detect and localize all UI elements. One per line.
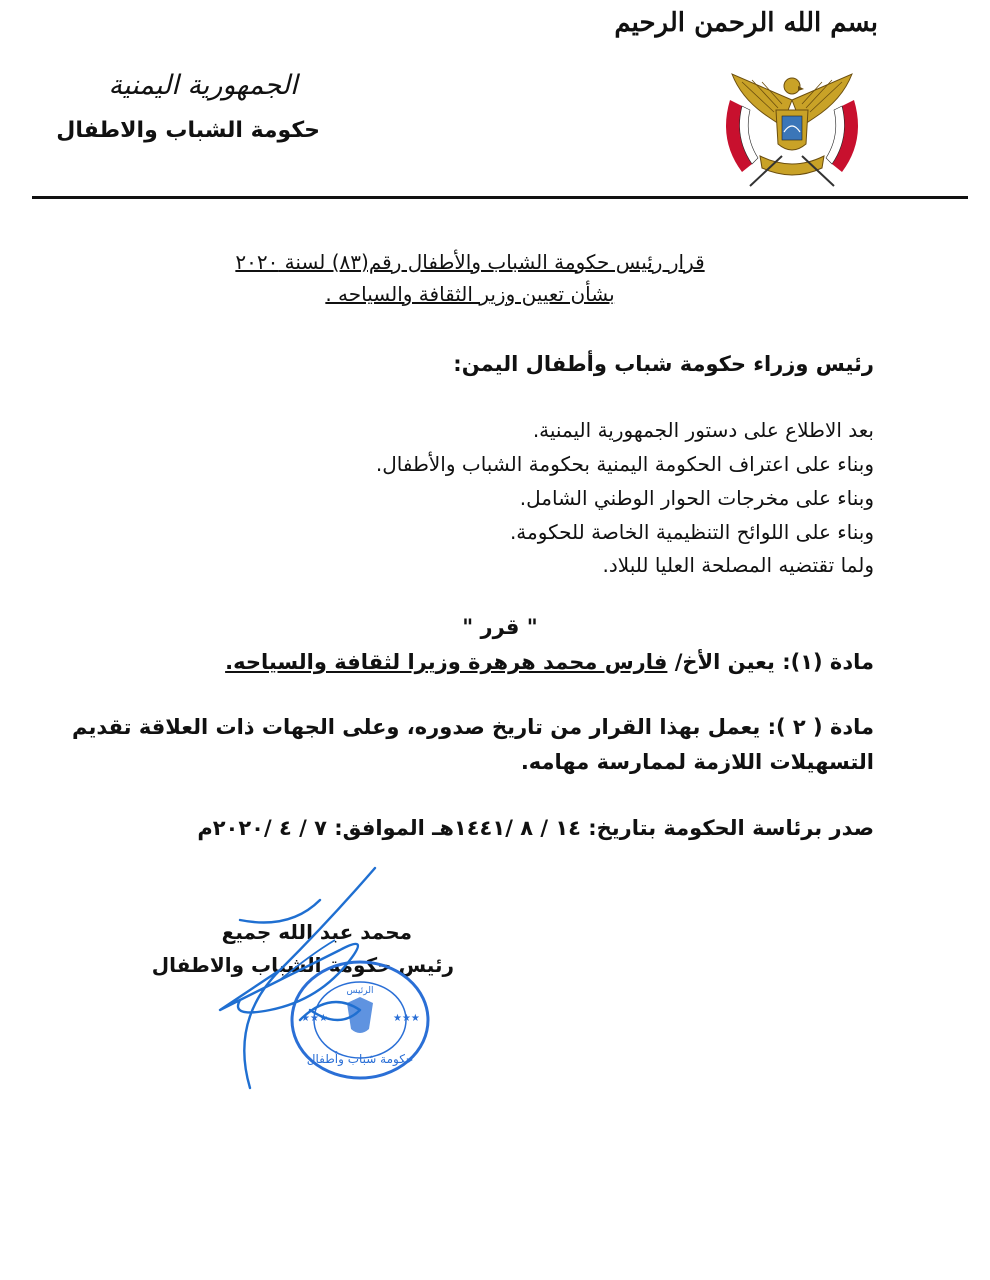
decree-title: قرار رئيس حكومة الشباب والأطفال رقم(٨٣) لسنة ٢٠٢٠ — [235, 250, 705, 274]
article-2-line: مادة ( ٢ ): يعمل بهذا القرار من تاريخ صدوره، وعلى الجهات ذات العلاقة تقديم — [72, 715, 874, 739]
decision-heading: " قرر " — [462, 615, 538, 639]
article-1 — [225, 650, 874, 674]
addressee: رئيس وزراء حكومة شباب وأطفال اليمن: — [453, 352, 874, 376]
basmala: بسم الله الرحمن الرحيم — [614, 8, 878, 38]
header-divider — [32, 196, 968, 199]
preamble-line: بعد الاطلاع على دستور الجمهورية اليمنية. — [532, 418, 874, 442]
stamp-text: حكومة شباب وأطفال — [306, 1052, 414, 1066]
government-name-calligraphy: الجمهورية اليمنية — [108, 70, 298, 101]
government-name: حكومة الشباب والاطفال — [56, 118, 320, 143]
preamble-line: وبناء على اعتراف الحكومة اليمنية بحكومة الشباب والأطفال. — [375, 452, 874, 476]
yemen-eagle-emblem-icon — [712, 60, 872, 195]
handwritten-signature — [160, 860, 480, 1100]
svg-text:★★★: ★★★ — [393, 1013, 420, 1024]
signer-name: محمد عبد الله جميع — [221, 920, 412, 944]
article-2-line: التسهيلات اللازمة لممارسة مهامه. — [520, 750, 874, 774]
article-1-label: مادة (١): يعين الأخ/ — [674, 650, 874, 674]
issue-date: صدر برئاسة الحكومة بتاريخ: ١٤ / ٨ /١٤٤١هـ الموافق: ٧ / ٤ /٢٠٢٠م — [197, 816, 874, 840]
preamble-line: ولما تقتضيه المصلحة العليا للبلاد. — [602, 553, 874, 577]
article-1-appointee: فارس محمد هرهرة وزيرا لثقافة والسياحه. — [225, 650, 668, 674]
preamble-line: وبناء على مخرجات الحوار الوطني الشامل. — [519, 486, 874, 510]
stamp-inner-text: الرئيس — [346, 986, 374, 996]
signer-title: رئيس حكومة الشباب والاطفال — [151, 953, 454, 977]
preamble-line: وبناء على اللوائح التنظيمية الخاصة للحكومة. — [509, 520, 874, 544]
svg-text:★★★: ★★★ — [301, 1013, 328, 1024]
decree-subject: بشأن تعيين وزير الثقافة والسياحه . — [325, 282, 615, 306]
